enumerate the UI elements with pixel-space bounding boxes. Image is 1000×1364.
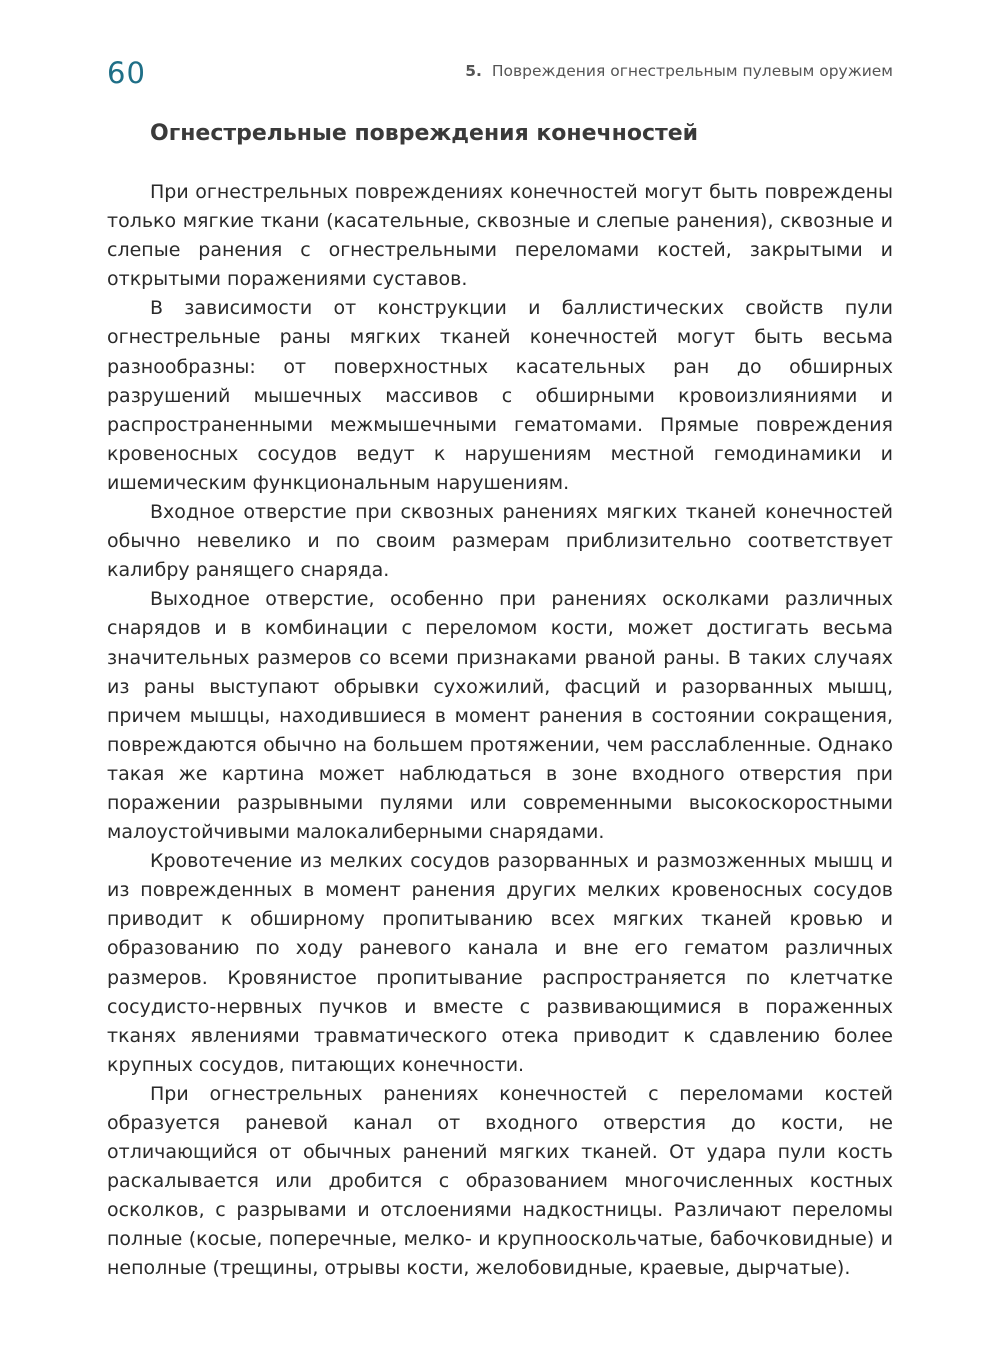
paragraph: Кровотечение из мелких сосудов разорванных и размозженных мышц и из поврежденных в момент ранения других мелких кровеносных сосудов приводит к обширному пропитыванию всех мягких тканей кровью и образованию по ходу раневого канала и вне его гематом различных размеров. Кровянистое пропитывание распространяется по клетчатке сосудисто-нервных пучков и вместе с развивающимися в пораженных тканях явлениями травматического отека приводит к сдавлению более крупных сосудов, питающих конечности. [107, 850, 893, 1076]
paragraph: Выходное отверстие, особенно при ранениях осколками различных снарядов и в комбинации с переломом кости, может достигать весьма значительных размеров со всеми признаками рваной раны. В таких случаях из раны выступают обрывки сухожилий, фасций и разорванных мышц, причем мышцы, находившиеся в момент ранения в состоянии сокращения, повреждаются обычно на большем протяжении, чем расслабленные. Однако такая же картина может наблюдаться в зоне входного отверстия при поражении разрывными пулями или современными высокоскоростными малоустойчивыми малокалиберными снарядами. [107, 588, 893, 844]
page-number: 60 [107, 56, 146, 90]
paragraph: Входное отверстие при сквозных ранениях мягких тканей конечностей обычно невелико и по своим размерам приблизительно соответствует калибру ранящего снаряда. [107, 501, 893, 582]
paragraph: При огнестрельных ранениях конечностей с переломами костей образуется раневой канал от входного отверстия до кости, не отличающийся от обычных ранений мягких тканей. От удара пули кость раскалывается или дробится с образованием многочисленных костных осколков, с разрывами и отслоениями надкостницы. Различают переломы полные (косые, поперечные, мелко- и крупнооскольчатые, бабочковидные) и неполные (трещины, отрывы кости, желобовидные, краевые, дырчатые). [107, 1082, 893, 1280]
chapter-number: 5. [465, 62, 482, 80]
section-title: Огнестрельные повреждения конечностей [150, 121, 699, 146]
chapter-title: Повреждения огнестрельным пулевым оружием [491, 62, 893, 80]
running-header [465, 62, 893, 80]
paragraph: В зависимости от конструкции и баллистических свойств пули огнестрельные раны мягких тканей конечностей могут быть весьма разнообразны: от поверхностных касательных ран до обширных разрушений мышечных массивов с обширными кровоизлияниями и распространенными межмышечными гематомами. Прямые повреждения кровеносных сосудов ведут к нарушениям местной гемодинамики и ишемическим функциональным нарушениям. [107, 297, 893, 494]
paragraph: При огнестрельных повреждениях конечностей могут быть повреждены только мягкие ткани (касательные, сквозные и слепые ранения), сквозные и слепые ранения с огнестрельными переломами костей, закрытыми и открытыми поражениями суставов. [107, 181, 893, 291]
body-text [107, 178, 893, 1284]
